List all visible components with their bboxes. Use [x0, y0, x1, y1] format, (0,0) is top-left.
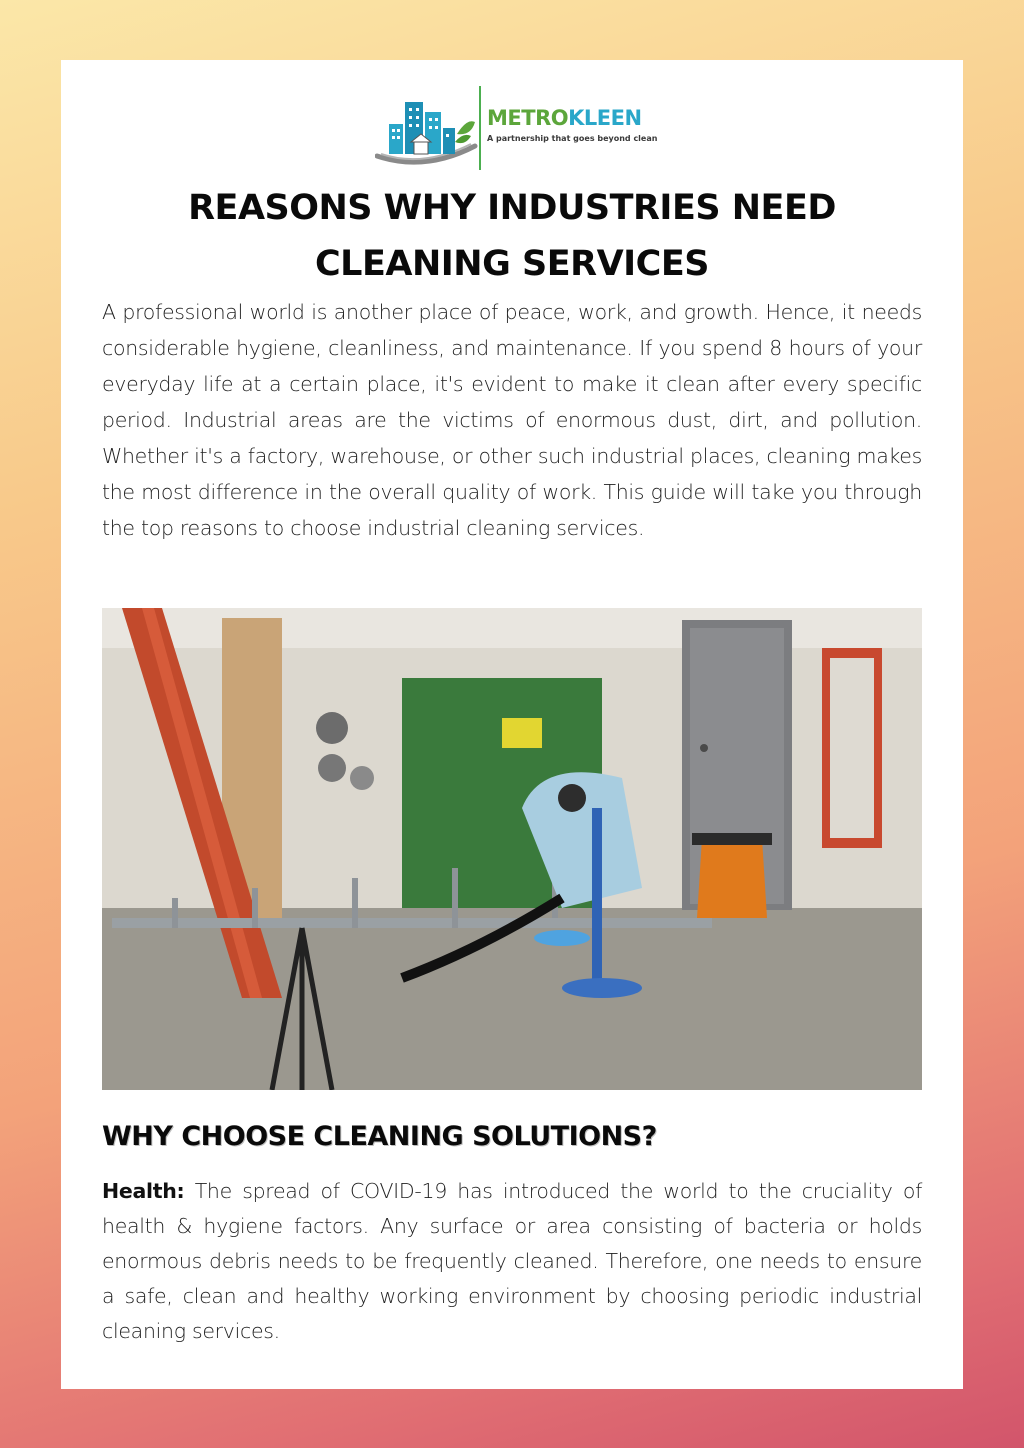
warehouse-scene-image [102, 608, 922, 1090]
brand-name [487, 106, 642, 130]
industrial-cleaning-photo [102, 608, 922, 1090]
document-page [61, 60, 963, 1389]
health-label: Health: [102, 1179, 185, 1203]
city-buildings-icon [375, 84, 479, 172]
metrokleen-logo [375, 84, 665, 172]
intro-paragraph: A professional world is another place of peace, work, and growth. Hence, it needs considerable hygiene, cleanliness, and maintenance. If you spend 8 hours of your everyday life at a certain place, it's evident to make it clean after every specific period. Industrial areas are the victims of enormous dust, dirt, and pollution. Whether it's a factory, warehouse, or other such industrial places, cleaning makes the most difference in the overall quality of work. This guide will take you through the top reasons to choose industrial cleaning services. [102, 300, 922, 540]
logo-divider [479, 86, 481, 170]
brand-name-kleen: KLEEN [568, 106, 642, 130]
brand-tagline: A partnership that goes beyond clean [487, 134, 658, 143]
article-title: REASONS WHY INDUSTRIES NEED CLEANING SERVICES [188, 188, 836, 284]
section-heading: WHY CHOOSE CLEANING SOLUTIONS? [102, 1121, 657, 1152]
health-paragraph [102, 1174, 922, 1349]
health-text: The spread of COVID-19 has introduced the world to the cruciality of health & hygiene factors. Any surface or area consisting of bacteria or holds enormous debris needs to be frequently cleaned. Therefore, one needs to ensure a safe, clean and healthy working environment by choosing periodic industrial cleaning services. [102, 1179, 922, 1343]
brand-name-metro: METRO [487, 106, 569, 130]
